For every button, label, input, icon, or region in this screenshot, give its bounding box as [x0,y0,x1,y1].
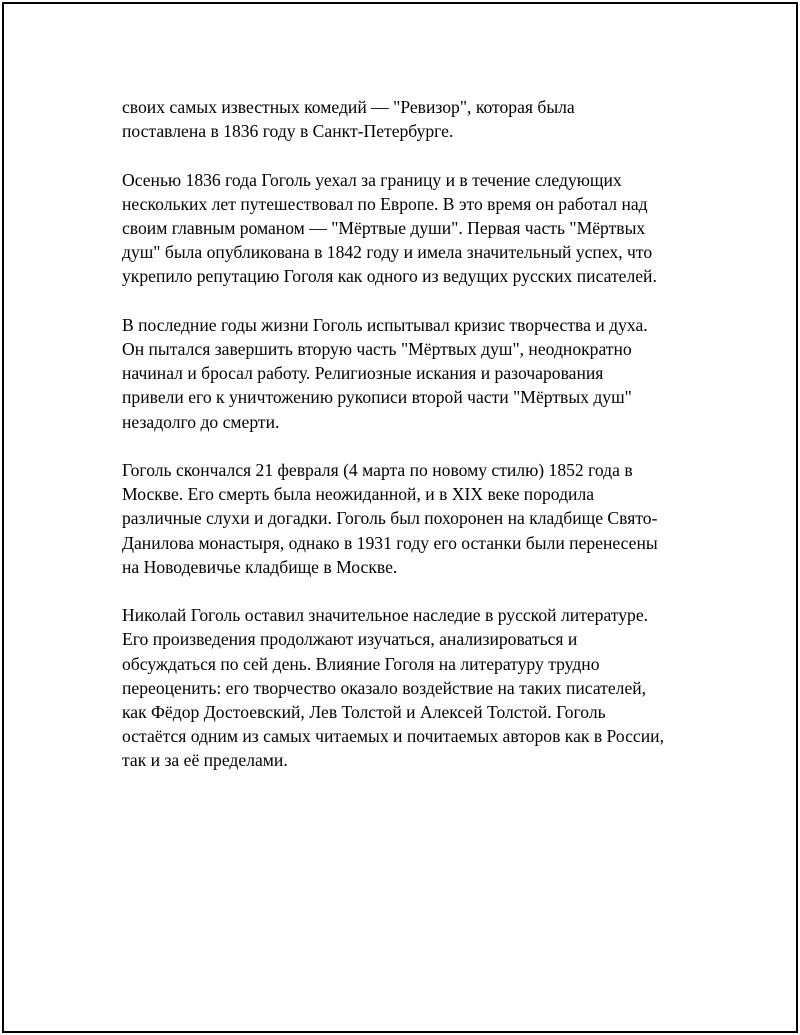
text-line: привели его к уничтожению рукописи второй части "Мёртвых душ" [122,387,632,408]
text-line: Его произведения продолжают изучаться, анализироваться и [122,629,578,650]
text-line: укрепило репутацию Гоголя как одного из ведущих русских писателей. [122,266,657,287]
text-line: переоценить: его творчество оказало воздействие на таких писателей, [122,677,647,698]
page-frame [2,2,798,1033]
text-line: незадолго до смерти. [122,411,280,432]
paragraph [122,168,702,289]
text-line: на Новодевичье кладбище в Москве. [122,556,398,577]
text-line: Николай Гоголь оставил значительное наследие в русской литературе. [122,605,649,626]
paragraph [122,313,702,434]
text-line: Данилова монастыря, однако в 1931 году его останки были перенесены [122,532,658,553]
text-line: нескольких лет путешествовал по Европе. В это время он работал над [122,193,648,214]
paragraph [122,603,702,772]
text-line: Москве. Его смерть была неожиданной, и в XIX веке породила [122,484,595,505]
text-line: остаётся одним из самых читаемых и почитаемых авторов как в России, [122,726,664,747]
text-line: Осенью 1836 года Гоголь уехал за границу и в течение следующих [122,169,622,190]
text-line: своим главным романом — "Мёртвые души". Первая часть "Мёртвых [122,218,646,238]
text-line: В последние годы жизни Гоголь испытывал кризис творчества и духа. [122,314,648,335]
text-line: Он пытался завершить вторую часть "Мёртвых душ", неоднократно [122,339,632,359]
document-body [122,95,702,797]
text-line: Гоголь скончался 21 февраля (4 марта по новому стилю) 1852 года в [122,460,633,480]
text-line: начинал и бросал работу. Религиозные искания и разочарования [122,363,604,384]
text-line: своих самых известных комедий — "Ревизор", которая была [122,97,575,117]
text-line: душ" была опубликована в 1842 году и имела значительный успех, что [122,242,653,263]
text-line: как Фёдор Достоевский, Лев Толстой и Алексей Толстой. Гоголь [122,702,606,723]
paragraph [122,95,702,143]
paragraph [122,458,702,579]
text-line: обсуждаться по сей день. Влияние Гоголя на литературу трудно [122,653,600,674]
text-line: так и за её пределами. [122,750,288,771]
text-line: поставлена в 1836 году в Санкт-Петербурге. [122,121,454,142]
text-line: различные слухи и догадки. Гоголь был похоронен на кладбище Свято- [122,508,658,529]
